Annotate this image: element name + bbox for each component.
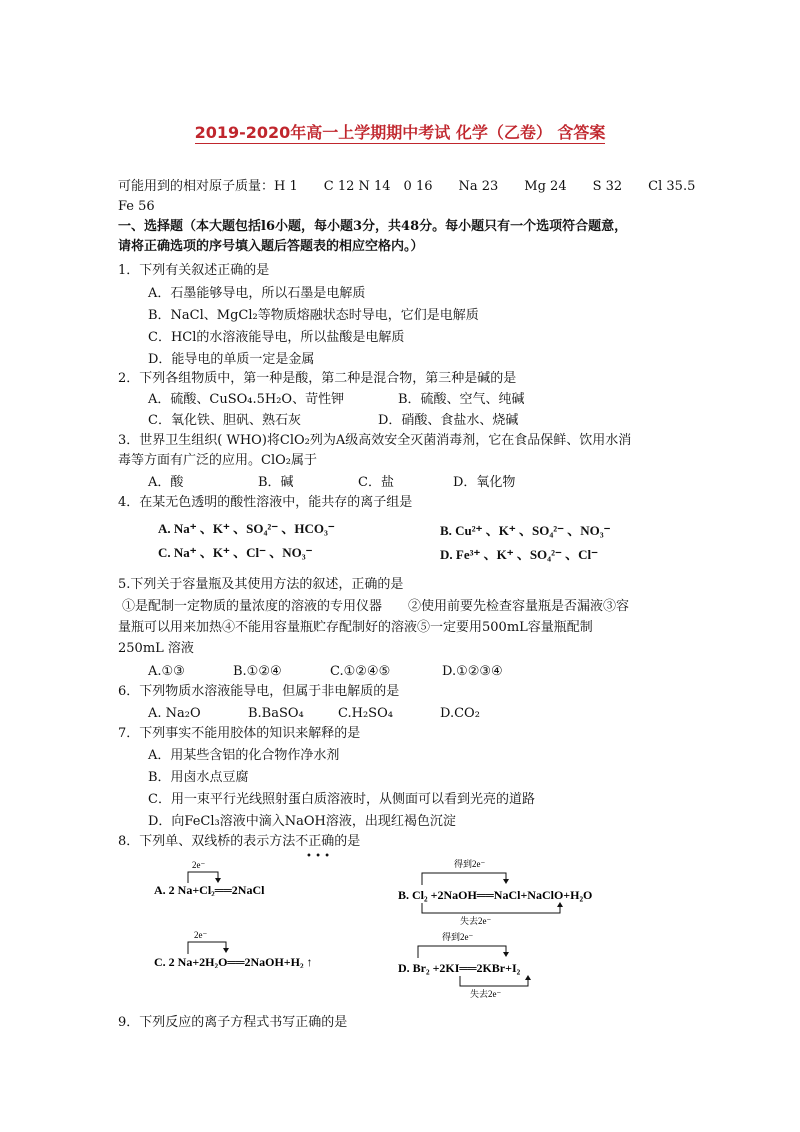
question-5-option-d: D.①②③④ [442, 664, 503, 679]
question-2-stem: 2．下列各组物质中，第一种是酸，第二种是混合物，第三种是碱的是 [118, 371, 517, 386]
question-1-option-c: C．HCl的水溶液能导电，所以盐酸是电解质 [148, 330, 405, 345]
question-6-option-c: C.H₂SO₄ [338, 706, 393, 721]
section-heading-line1: 一、选择题（本大题包括l6小题，每小题3分，共48分。每小题只有一个选项符合题意， [118, 219, 628, 234]
atomic-masses-line2: Fe 56 [118, 199, 155, 214]
question-3-option-c: C．盐 [358, 475, 394, 490]
question-5-body-line2: 量瓶可以用来加热④不能用容量瓶贮存配制好的溶液⑤一定要用500mL容量瓶配制 [118, 620, 593, 635]
question-8-dots: • • • [306, 851, 331, 862]
question-6-option-d: D.CO₂ [440, 706, 480, 721]
question-5-stem: 5.下列关于容量瓶及其使用方法的叙述，正确的是 [118, 577, 404, 592]
diagram-b-equation: B. Cl₂ +2NaOH══NaCl+NaClO+H₂O [398, 888, 593, 902]
question-4-option-b: B. Cu²⁺ 、K⁺ 、SO₄²⁻ 、NO₃⁻ [440, 523, 611, 538]
diagram-d [396, 928, 576, 1000]
question-6-option-a: A. Na₂O [148, 706, 201, 721]
question-5-body-line3: 250mL 溶液 [118, 641, 194, 656]
diagram-c-electron-label: 2e⁻ [194, 930, 208, 940]
diagram-c [150, 926, 370, 968]
question-5-option-a: A.①③ [148, 664, 185, 679]
diagram-c-equation: C. 2 Na+2H₂O══2NaOH+H₂ ↑ [154, 955, 313, 968]
question-3-option-b: B．碱 [258, 475, 294, 490]
question-6-option-b: B.BaSO₄ [248, 706, 304, 721]
question-1-stem: 1．下列有关叙述正确的是 [118, 263, 270, 278]
question-1-option-d: D．能导电的单质一定是金属 [148, 352, 315, 367]
diagram-d-bottom-label: 失去2e⁻ [470, 989, 502, 999]
question-2-option-d: D．硝酸、食盐水、烧碱 [378, 413, 519, 428]
question-8-stem: 8．下列单、双线桥的表示方法不正确的是 [118, 834, 361, 849]
question-5-option-b: B.①②④ [233, 664, 282, 679]
question-3-option-a: A．酸 [148, 475, 184, 490]
question-1-option-a: A．石墨能够导电，所以石墨是电解质 [148, 286, 366, 301]
diagram-b-bottom-label: 失去2e⁻ [460, 916, 492, 925]
diagram-d-top-label: 得到2e⁻ [442, 932, 474, 942]
question-2-option-b: B．硫酸、空气、纯碱 [398, 392, 525, 407]
question-9-stem: 9．下列反应的离子方程式书写正确的是 [118, 1015, 348, 1030]
diagram-a [150, 856, 320, 896]
question-7-stem: 7．下列事实不能用胶体的知识来解释的是 [118, 726, 361, 741]
atomic-masses-line1: 可能用到的相对原子质量：H 1 C 12 N 14 0 16 Na 23 Mg 24 S 32 Cl 35.5 [118, 179, 696, 194]
question-2-option-a: A．硫酸、CuSO₄.5H₂O、苛性钾 [148, 392, 345, 407]
diagram-a-equation: A. 2 Na+Cl₂══2NaCl [154, 883, 265, 896]
question-4-stem: 4．在某无色透明的酸性溶液中，能共存的离子组是 [118, 495, 413, 510]
question-1-option-b: B．NaCl、MgCl₂等物质熔融状态时导电，它们是电解质 [148, 308, 479, 323]
question-2-option-c: C．氧化铁、胆矾、熟石灰 [148, 413, 301, 428]
question-7-option-a: A．用某些含铝的化合物作净水剂 [148, 748, 340, 763]
question-6-stem: 6．下列物质水溶液能导电，但属于非电解质的是 [118, 684, 400, 699]
question-3-stem-line1: 3．世界卫生组织( WHO)将ClO₂列为A级高效安全灭菌消毒剂，它在食品保鲜、饮用水消 [118, 433, 632, 448]
page-title: 2019-2020年高一上学期期中考试 化学（乙卷） 含答案 [194, 123, 606, 142]
diagram-a-electron-label: 2e⁻ [192, 860, 206, 870]
question-3-option-d: D．氧化物 [453, 475, 516, 490]
section-heading-line2: 请将正确选项的序号填入题后答题表的相应空格内。） [118, 239, 424, 254]
question-4-option-d: D. Fe³⁺ 、K⁺ 、SO₄²⁻ 、Cl⁻ [440, 547, 598, 562]
question-5-option-c: C.①②④⑤ [330, 664, 391, 679]
question-7-option-d: D．向FeCl₃溶液中滴入NaOH溶液，出现红褐色沉淀 [148, 814, 456, 829]
question-7-option-c: C．用一束平行光线照射蛋白质溶液时，从侧面可以看到光亮的道路 [148, 792, 535, 807]
diagram-b-top-label: 得到2e⁻ [454, 859, 486, 869]
question-4-option-c: C. Na⁺ 、K⁺ 、Cl⁻ 、NO₃⁻ [158, 545, 313, 560]
diagram-d-equation: D. Br₂ +2KI══2KBr+I₂ [398, 961, 521, 975]
diagram-b [396, 855, 626, 925]
question-7-option-b: B．用卤水点豆腐 [148, 770, 249, 785]
question-5-body-line1: ①是配制一定物质的量浓度的溶液的专用仪器 ②使用前要先检查容量瓶是否漏液③容 [122, 599, 630, 614]
question-4-option-a: A. Na⁺ 、K⁺ 、SO₄²⁻ 、HCO₃⁻ [158, 521, 335, 536]
question-3-stem-line2: 毒等方面有广泛的应用。ClO₂属于 [118, 453, 317, 468]
